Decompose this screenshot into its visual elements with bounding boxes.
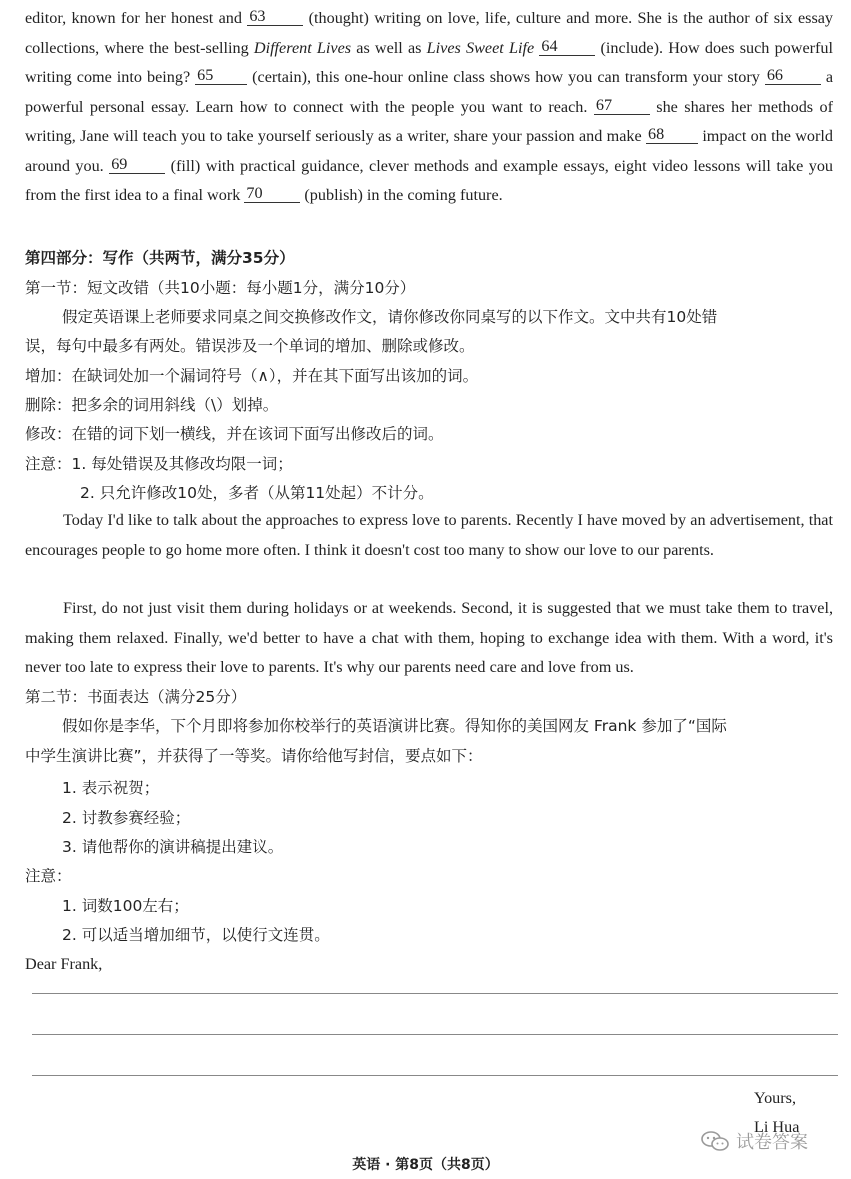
passage-text: as well as: [356, 38, 422, 57]
passage-text: (publish) in the coming future.: [304, 186, 503, 204]
answer-line[interactable]: [32, 1034, 838, 1035]
section1-intro: 误，每句中最多有两处。错误涉及一个单词的增加、删除或修改。: [25, 337, 475, 355]
book-title: Lives Sweet Life: [426, 38, 535, 57]
passage-text: she shares her methods of writing, Jane will teach you to take yourself seriously as a writer, share your passion and make: [25, 97, 833, 145]
passage-text: editor, known for her honest and: [25, 9, 242, 27]
requirement-3: 3. 请他帮你的演讲稿提出建议。: [62, 838, 284, 856]
wechat-icon: [700, 1130, 730, 1152]
requirement-2: 2. 讨教参赛经验；: [62, 809, 191, 827]
part4-heading: 第四部分：写作（共两节，满分35分）: [25, 249, 295, 267]
passage-text: impact on the world around you.: [25, 127, 834, 175]
watermark-text: 试卷答案: [736, 1132, 808, 1153]
answer-line[interactable]: [32, 993, 838, 994]
requirement-1: 1. 表示祝贺；: [62, 779, 160, 797]
blank-68: 68: [646, 125, 698, 144]
section1-intro: 假定英语课上老师要求同桌之间交换修改作文，请你修改你同桌写的以下作文。文中共有10处错: [62, 308, 718, 326]
blank-63: 63: [247, 7, 303, 26]
page-footer: 英语 · 第8页（共8页）: [352, 1157, 499, 1173]
passage-text: (certain), this one-hour online class shows how you can transform your story: [252, 68, 760, 86]
essay-paragraph-2: First, do not just visit them during holidays or at weekends. Second, it is suggested that we must take them to travel, making them relaxed. Finally, we'd better to have a chat with them, hoping to exchange idea with them. With a word, it's never too late to express their love to parents. It's why our parents need care and love from us.: [25, 599, 833, 676]
note-1: 注意：1. 每处错误及其修改均限一词；: [25, 455, 293, 473]
blank-66: 66: [765, 66, 821, 85]
watermark: [700, 1128, 808, 1154]
letter-closing: Yours,: [754, 1089, 796, 1107]
blank-67: 67: [594, 96, 650, 115]
blank-64: 64: [539, 37, 595, 56]
section2-intro: 中学生演讲比赛”，并获得了一等奖。请你给他写封信，要点如下：: [25, 747, 483, 765]
note-details: 2. 可以适当增加细节，以使行文连贯。: [62, 926, 330, 944]
letter-signature: Li Hua: [754, 1118, 800, 1136]
note-word-count: 1. 词数100左右；: [62, 897, 189, 915]
notes-heading: 注意：: [25, 867, 72, 885]
blank-65: 65: [195, 66, 247, 85]
instruction-delete: 删除：把多余的词用斜线（\）划掉。: [25, 396, 279, 414]
passage-text: (thought) writing on love, life, culture and more. She is the author of six essay collections, where the best-selling: [25, 9, 834, 57]
letter-salutation: Dear Frank,: [25, 955, 103, 973]
blank-69: 69: [109, 155, 165, 174]
instruction-modify: 修改：在错的词下划一横线，并在该词下面写出修改后的词。: [25, 425, 444, 443]
book-title: Different Lives: [253, 38, 352, 57]
section2-heading: 第二节：书面表达（满分25分）: [25, 688, 247, 706]
blank-70: 70: [244, 184, 300, 203]
passage-text: a powerful personal essay. Learn how to connect with the people you want to reach.: [25, 68, 833, 116]
section1-heading: 第一节：短文改错（共10小题：每小题1分，满分10分）: [25, 279, 416, 297]
passage-text: (fill) with practical guidance, clever methods and example essays, eight video lessons will take you from the first idea to a final work: [25, 156, 834, 204]
answer-line[interactable]: [32, 1075, 838, 1076]
passage-text: (include). How does such powerful writing come into being?: [25, 38, 834, 86]
section2-intro: 假如你是李华，下个月即将参加你校举行的英语演讲比赛。得知你的美国网友 Frank 参加了“国际: [62, 717, 727, 735]
cloze-passage: [25, 4, 833, 211]
note-2: 2. 只允许修改10处，多者（从第11处起）不计分。: [80, 484, 434, 502]
essay-paragraph-1: Today I'd like to talk about the approaches to express love to parents. Recently I have moved by an advertisement, that encourages people to go home more often. I think it doesn't cost too many to show our love to our parents.: [25, 511, 833, 559]
instruction-add: 增加：在缺词处加一个漏词符号（∧），并在其下面写出该加的词。: [25, 367, 479, 385]
